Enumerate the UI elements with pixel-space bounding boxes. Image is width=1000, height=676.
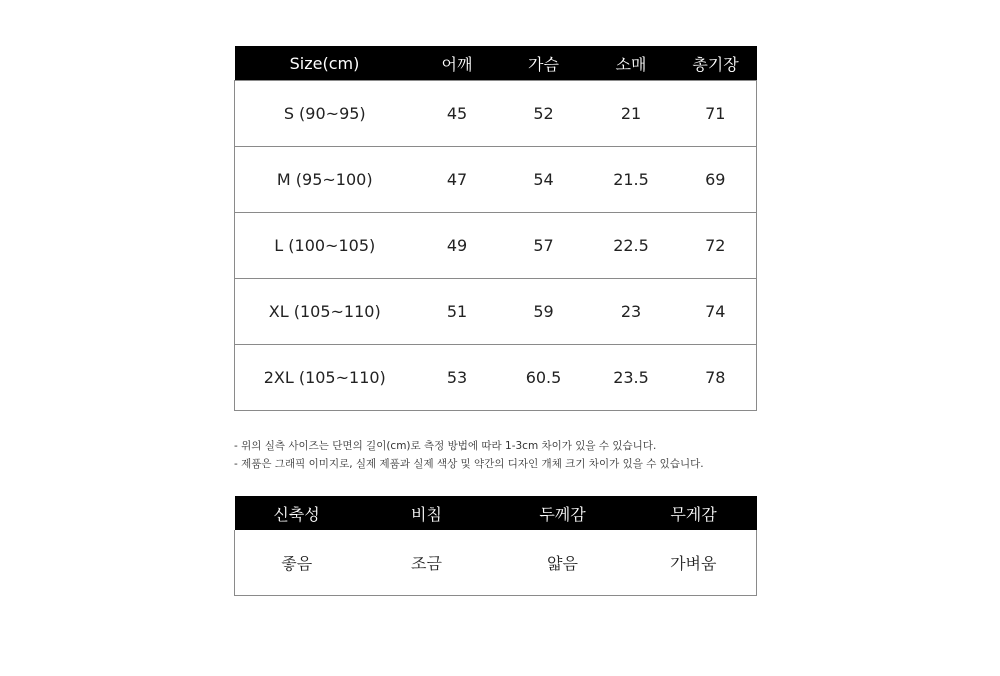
- note-color-difference: - 제품은 그래픽 이미지로, 실제 제품과 실제 색상 및 약간의 디자인 개체 크기 차이가 있을 수 있습니다.: [234, 458, 704, 470]
- size-chart-header-row: [235, 46, 757, 81]
- sleeve-header-cell: 소매: [588, 46, 675, 81]
- chest-value-cell: 54: [500, 147, 588, 213]
- fabric-property-table: [234, 496, 757, 596]
- size-label-cell: XL (105~110): [235, 279, 415, 345]
- table-row: [235, 147, 757, 213]
- table-row: [235, 279, 757, 345]
- shoulder-value-cell: 53: [415, 345, 500, 411]
- length-value-cell: 69: [675, 147, 757, 213]
- chest-value-cell: 52: [500, 81, 588, 147]
- thickness-value-cell: 얇음: [495, 530, 631, 596]
- table-row: [235, 213, 757, 279]
- sleeve-value-cell: 21: [588, 81, 675, 147]
- chest-value-cell: 60.5: [500, 345, 588, 411]
- size-label-cell: S (90~95): [235, 81, 415, 147]
- sheerness-value-cell: 조금: [359, 530, 495, 596]
- table-row: [235, 81, 757, 147]
- length-value-cell: 74: [675, 279, 757, 345]
- shoulder-value-cell: 51: [415, 279, 500, 345]
- shoulder-value-cell: 47: [415, 147, 500, 213]
- note-measurement-tolerance: - 위의 실측 사이즈는 단면의 길이(cm)로 측정 방법에 따라 1-3cm 차이가 있을 수 있습니다.: [234, 440, 657, 452]
- size-label-cell: L (100~105): [235, 213, 415, 279]
- length-value-cell: 72: [675, 213, 757, 279]
- shoulder-header-cell: 어깨: [415, 46, 500, 81]
- property-header-row: [235, 496, 757, 530]
- measurement-notes: [234, 437, 704, 473]
- sleeve-value-cell: 21.5: [588, 147, 675, 213]
- stretch-header-cell: 신축성: [235, 496, 359, 530]
- chest-value-cell: 57: [500, 213, 588, 279]
- length-value-cell: 78: [675, 345, 757, 411]
- length-value-cell: 71: [675, 81, 757, 147]
- table-row: [235, 530, 757, 596]
- sleeve-value-cell: 23.5: [588, 345, 675, 411]
- sheerness-header-cell: 비침: [359, 496, 495, 530]
- size-chart-table: [234, 46, 757, 411]
- sleeve-value-cell: 22.5: [588, 213, 675, 279]
- shoulder-value-cell: 45: [415, 81, 500, 147]
- table-row: [235, 345, 757, 411]
- weight-header-cell: 무게감: [631, 496, 757, 530]
- sleeve-value-cell: 23: [588, 279, 675, 345]
- stretch-value-cell: 좋음: [235, 530, 359, 596]
- weight-value-cell: 가벼움: [631, 530, 757, 596]
- length-header-cell: 총기장: [675, 46, 757, 81]
- chest-value-cell: 59: [500, 279, 588, 345]
- size-header-cell: Size(cm): [235, 46, 415, 81]
- chest-header-cell: 가슴: [500, 46, 588, 81]
- size-label-cell: 2XL (105~110): [235, 345, 415, 411]
- thickness-header-cell: 두께감: [495, 496, 631, 530]
- size-label-cell: M (95~100): [235, 147, 415, 213]
- shoulder-value-cell: 49: [415, 213, 500, 279]
